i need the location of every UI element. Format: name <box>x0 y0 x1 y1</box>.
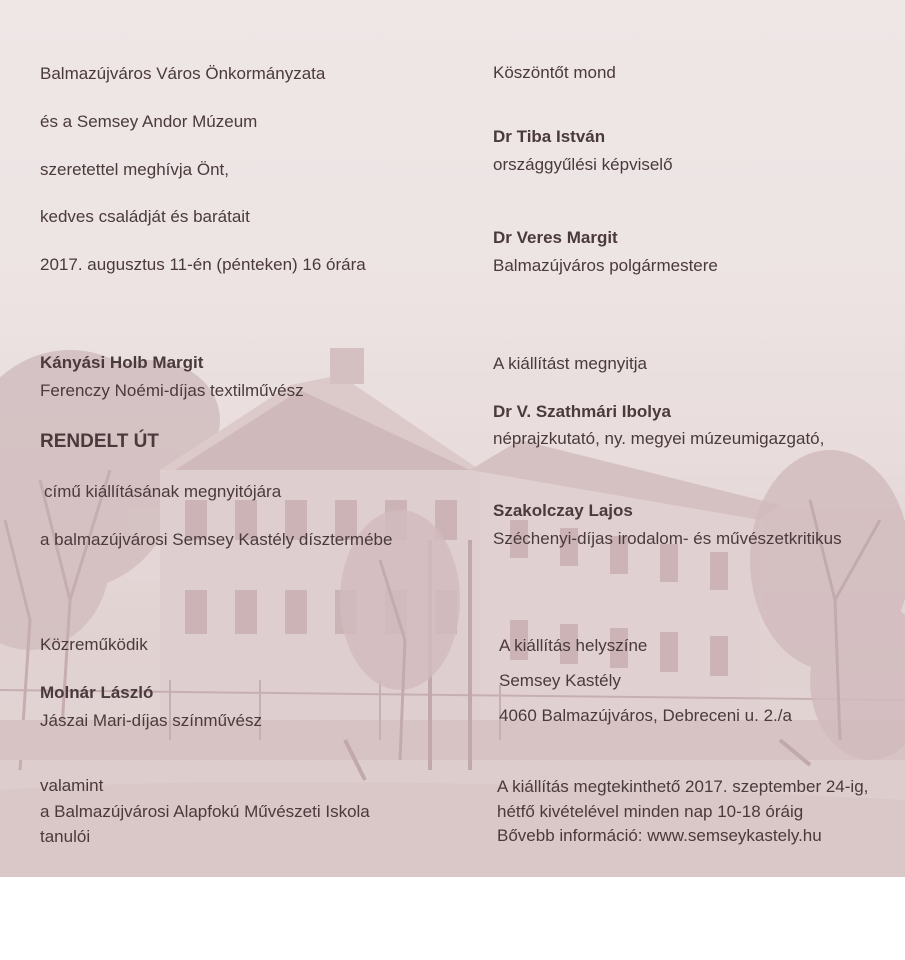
location-heading: A kiállítás helyszíne <box>499 636 648 655</box>
greeting-speaker-1-title: országgyűlési képviselő <box>493 155 673 174</box>
location-address: 4060 Balmazújváros, Debreceni u. 2./a <box>499 706 792 725</box>
event-date: 2017. augusztus 11-én (pénteken) 16 órára <box>40 255 366 274</box>
students-line: tanulói <box>40 827 91 846</box>
host-line-1: Balmazújváros Város Önkormányzata <box>40 64 326 83</box>
greeting-speaker-2-title: Balmazújváros polgármestere <box>493 256 718 275</box>
opening-heading: A kiállítást megnyitja <box>493 354 648 373</box>
greeting-speaker-1-name: Dr Tiba István <box>493 127 606 146</box>
greeting-heading: Köszöntőt mond <box>493 63 616 82</box>
also-label: valamint <box>40 776 104 795</box>
visiting-line-1: A kiállítás megtekinthető 2017. szeptember 24-ig, <box>497 777 869 796</box>
opening-speaker-2-title: Széchenyi-díjas irodalom- és művészetkritikus <box>493 529 842 548</box>
host-line-2: és a Semsey Andor Múzeum <box>40 112 258 131</box>
invite-line-1: szeretettel meghívja Önt, <box>40 160 229 179</box>
opening-speaker-2-name: Szakolczay Lajos <box>493 501 633 520</box>
performer-name: Molnár László <box>40 683 154 702</box>
location-place: Semsey Kastély <box>499 671 621 690</box>
visiting-line-3: Bővebb információ: www.semseykastely.hu <box>497 826 822 845</box>
performer-title: Jászai Mari-díjas színművész <box>40 711 263 730</box>
venue-line: a balmazújvárosi Semsey Kastély dísztermébe <box>40 530 393 549</box>
visiting-line-2: hétfő kivételével minden nap 10-18 óráig <box>497 802 804 821</box>
opening-speaker-1-name: Dr V. Szathmári Ibolya <box>493 402 671 421</box>
invite-line-2: kedves családját és barátait <box>40 207 250 226</box>
exhibition-title: RENDELT ÚT <box>40 431 159 452</box>
greeting-speaker-2-name: Dr Veres Margit <box>493 228 618 247</box>
opening-speaker-1-title: néprajzkutató, ny. megyei múzeumigazgató, <box>493 429 825 448</box>
contributors-heading: Közreműködik <box>40 635 148 654</box>
artist-title: Ferenczy Noémi-díjas textilművész <box>40 381 304 400</box>
school-line: a Balmazújvárosi Alapfokú Művészeti Iskola <box>40 802 370 821</box>
exhibition-line: című kiállításának megnyitójára <box>44 482 282 501</box>
artist-name: Kányási Holb Margit <box>40 353 204 372</box>
